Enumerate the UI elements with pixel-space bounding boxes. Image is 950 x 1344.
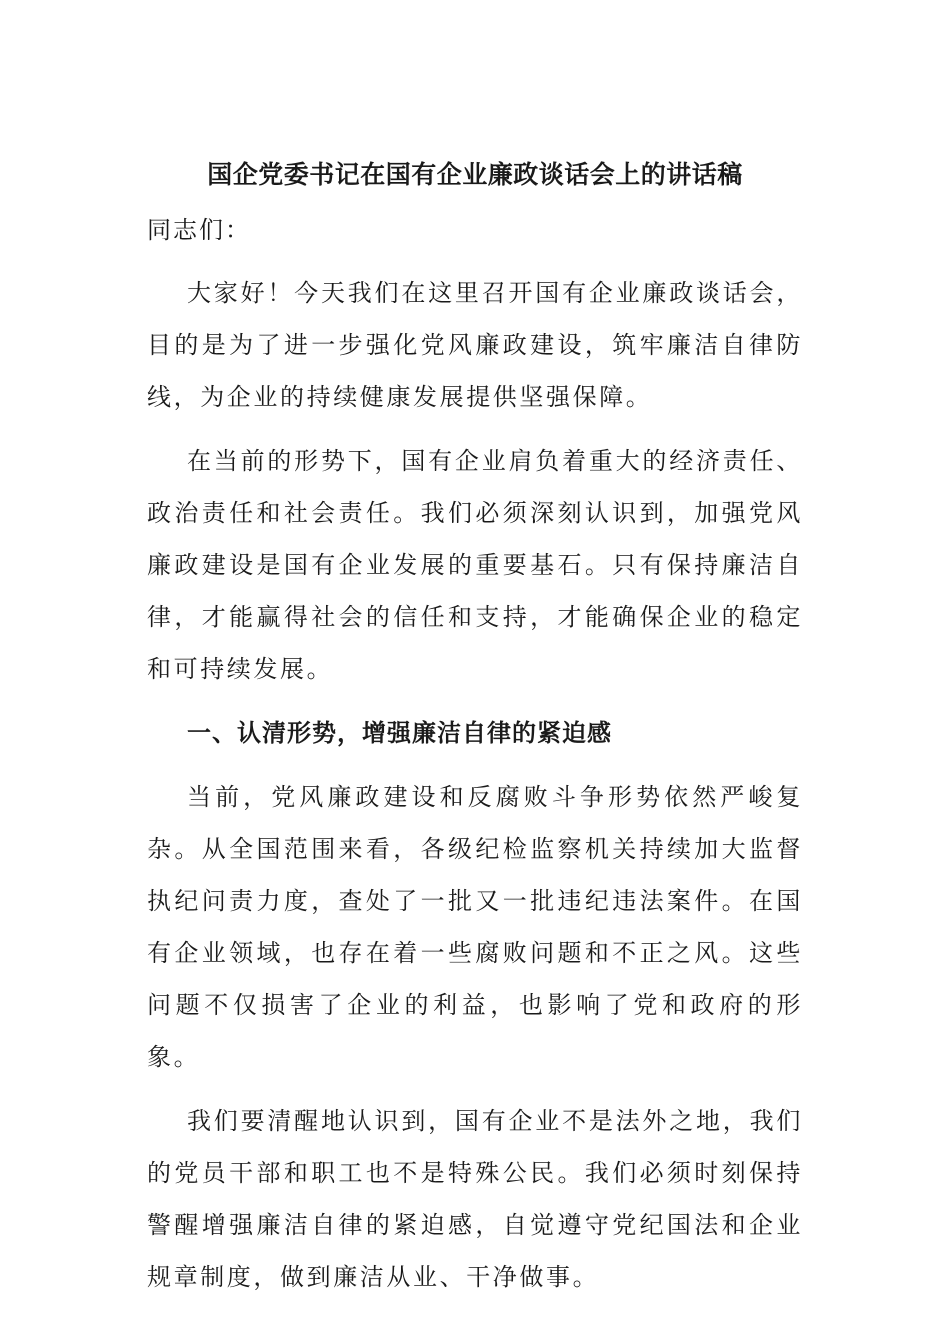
- section1-paragraph-2: 我们要清醒地认识到，国有企业不是法外之地，我们的党员干部和职工也不是特殊公民。我们必须时刻保持警醒增强廉洁自律的紧迫感，自觉遵守党纪国法和企业规章制度，做到廉洁从业、干净做事。: [147, 1107, 803, 1291]
- section-heading-1: 一、认清形势，增强廉洁自律的紧迫感: [187, 719, 612, 747]
- salutation: 同志们：: [147, 216, 251, 244]
- document-body: [147, 150, 803, 1315]
- section1-paragraph-1: 当前，党风廉政建设和反腐败斗争形势依然严峻复杂。从全国范围来看，各级纪检监察机关持续加大监督执纪问责力度，查处了一批又一批违纪违法案件。在国有企业领域，也存在着一些腐败问题和不正之风。这些问题不仅损害了企业的利益，也影响了党和政府的形象。: [147, 783, 803, 1071]
- document-title: 国企党委书记在国有企业廉政谈话会上的讲话稿: [207, 160, 743, 189]
- paragraph-intro: 大家好！今天我们在这里召开国有企业廉政谈话会，目的是为了进一步强化党风廉政建设，筑牢廉洁自律防线，为企业的持续健康发展提供坚强保障。: [147, 279, 803, 411]
- paragraph-situation: 在当前的形势下，国有企业肩负着重大的经济责任、政治责任和社会责任。我们必须深刻认识到，加强党风廉政建设是国有企业发展的重要基石。只有保持廉洁自律，才能赢得社会的信任和支持，才能确保企业的稳定和可持续发展。: [147, 447, 803, 683]
